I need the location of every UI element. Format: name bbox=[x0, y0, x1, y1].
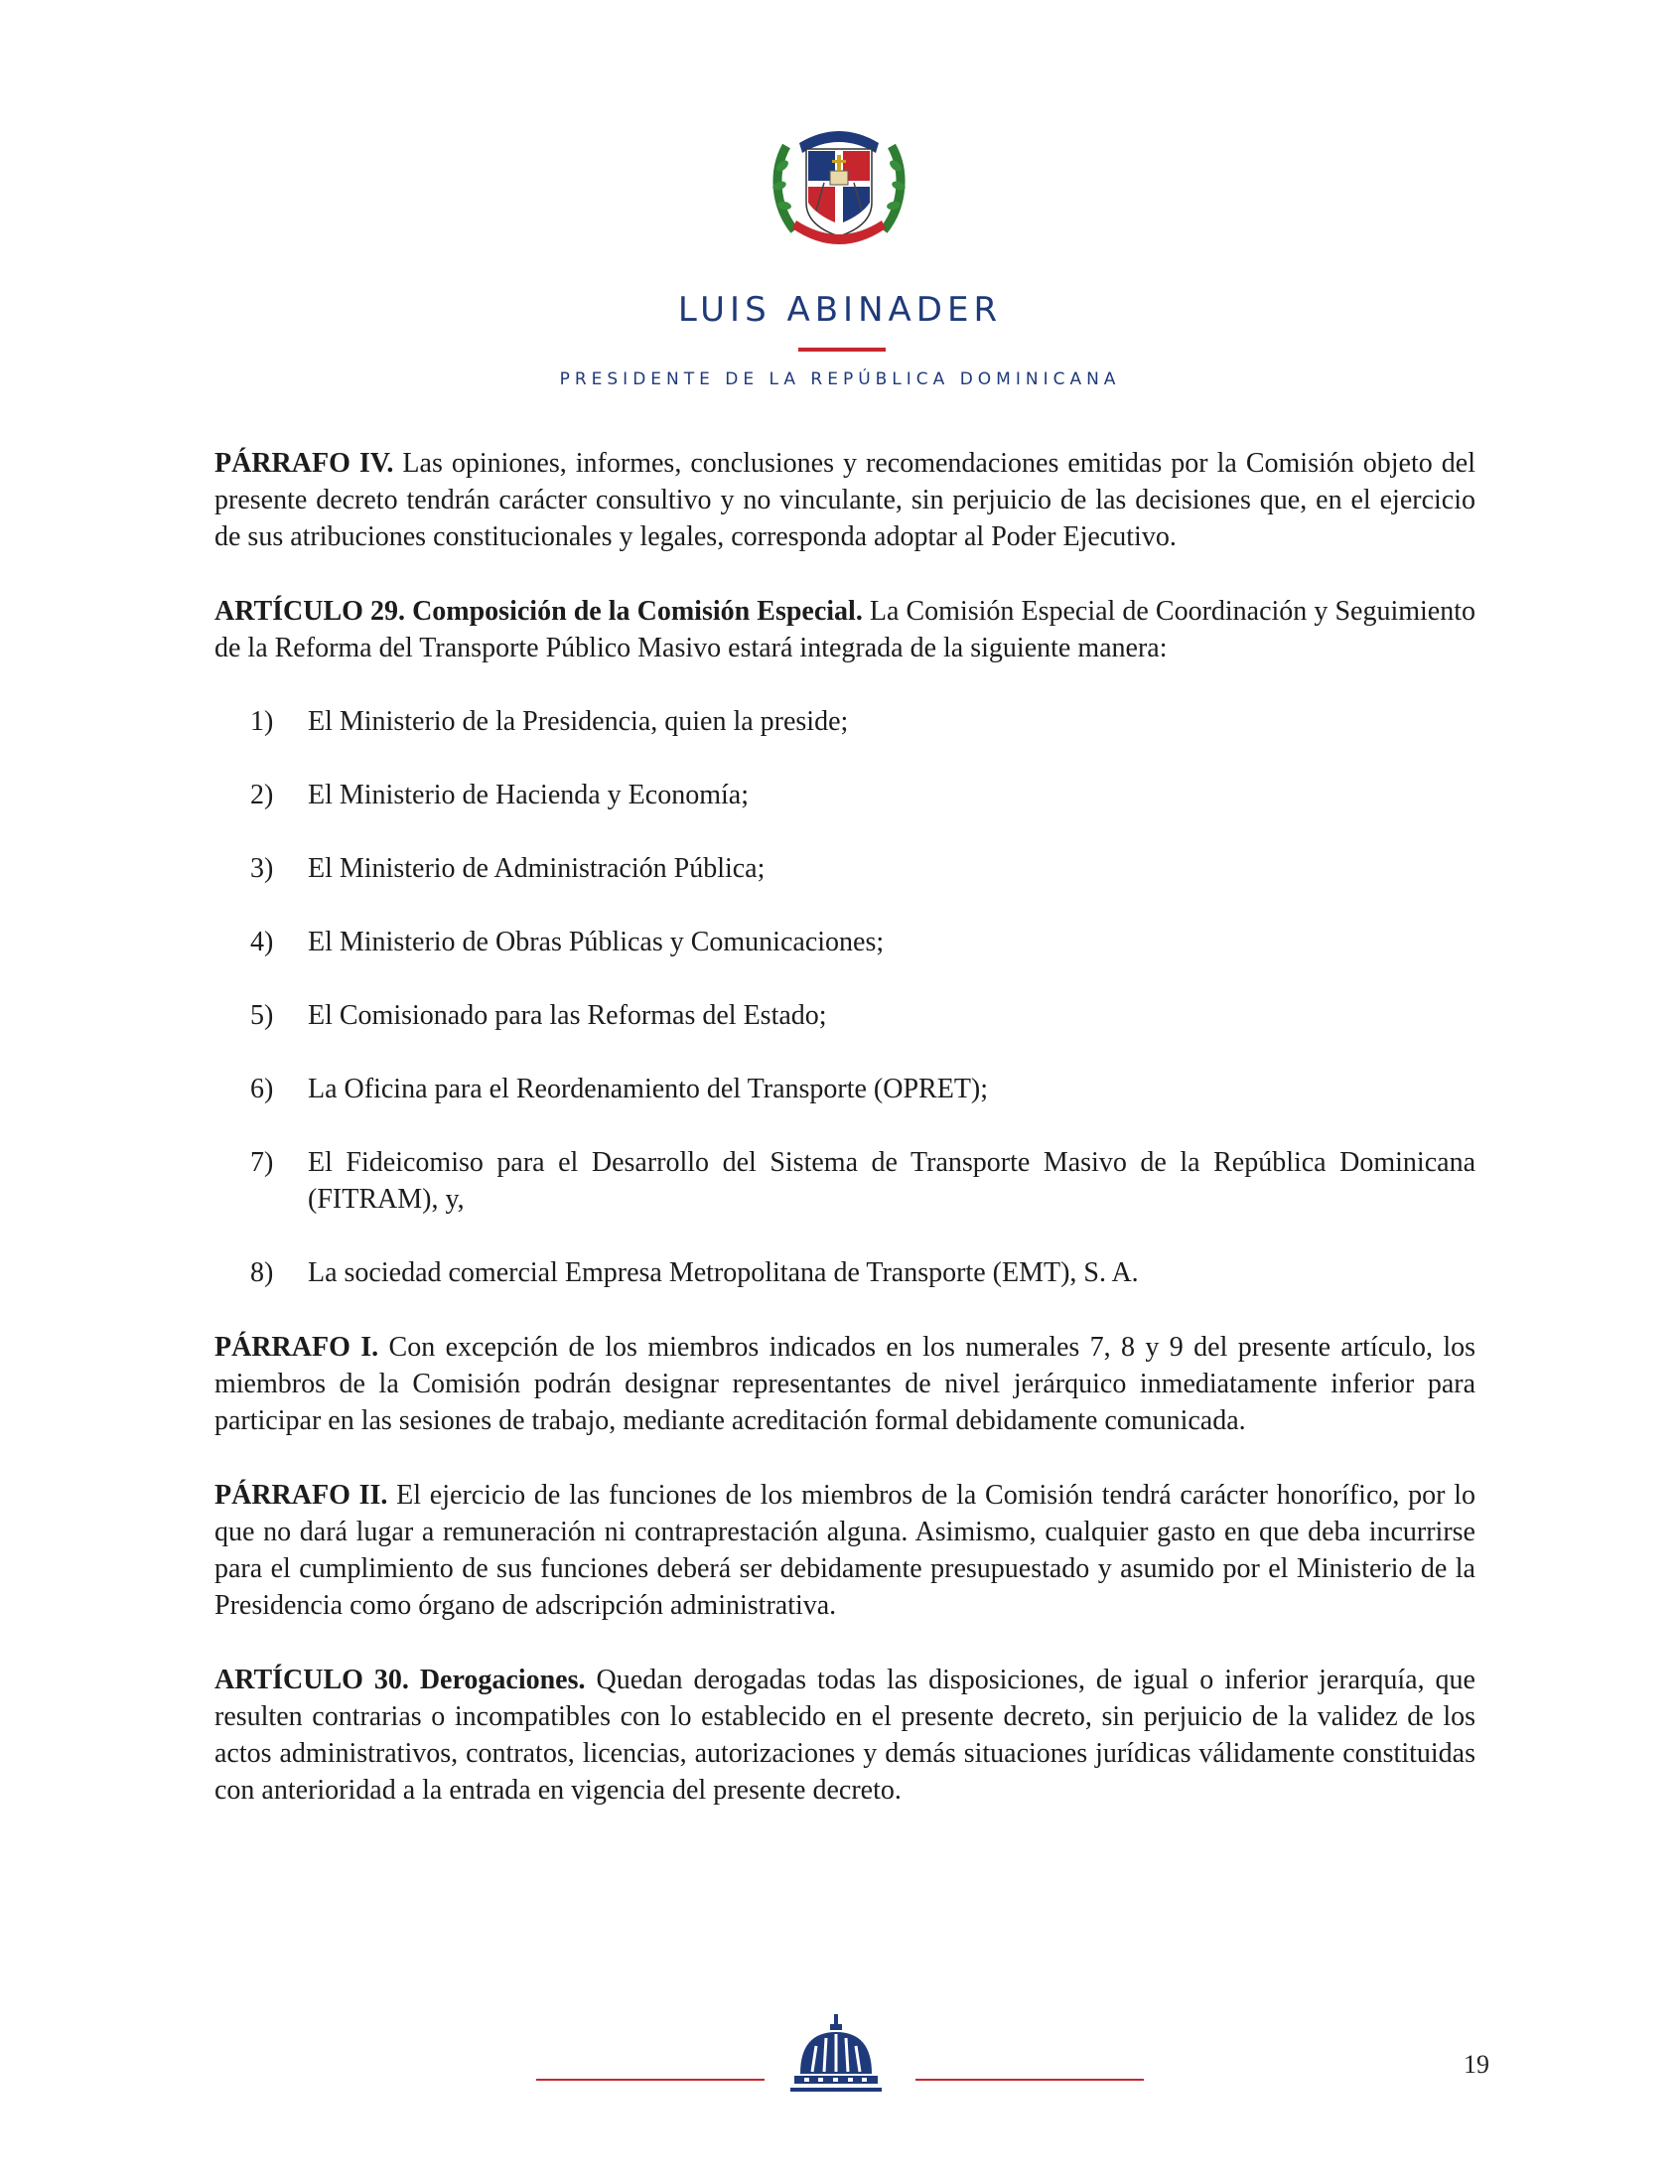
list-item-text: El Fideicomiso para el Desarrollo del Sistema de Transporte Masivo de la República Dominicana (FITRAM), y, bbox=[308, 1147, 1475, 1215]
list-item bbox=[214, 1144, 1475, 1218]
palacio-dome-icon bbox=[790, 2014, 882, 2096]
article-29-text: La Comisión Especial de Coordinación y Seguimiento de la Reforma del Transporte Público Masivo estará integrada de la siguiente manera: bbox=[214, 596, 1475, 663]
president-name: LUIS ABINADER bbox=[677, 290, 1003, 330]
footer-rule-left bbox=[536, 2079, 765, 2081]
article-29-heading: ARTÍCULO 29. Composición de la Comisión Especial. bbox=[214, 596, 863, 627]
list-item bbox=[214, 924, 1475, 960]
list-item-number: 8) bbox=[250, 1257, 274, 1288]
paragraph-ii-text: El ejercicio de las funciones de los miembros de la Comisión tendrá carácter honorífico, por lo que no dará lugar a remuneración ni contraprestación alguna. Asimismo, cualquier gasto en que deba incurrirse para el cumplimiento de sus funciones deberá ser debidamente presupuestado y asumido por el Ministerio de la Presidencia como órgano de adscripción administrativa. bbox=[214, 1480, 1475, 1621]
list-item-number: 7) bbox=[250, 1147, 274, 1178]
list-item bbox=[214, 1254, 1475, 1291]
list-item-text: El Ministerio de la Presidencia, quien la preside; bbox=[308, 706, 849, 737]
paragraph-iv-heading: PÁRRAFO IV. bbox=[214, 448, 394, 479]
list-item-text: La Oficina para el Reordenamiento del Transporte (OPRET); bbox=[308, 1074, 989, 1104]
list-item-number: 2) bbox=[250, 780, 274, 810]
list-item bbox=[214, 997, 1475, 1034]
list-item-number: 4) bbox=[250, 927, 274, 957]
list-item-number: 5) bbox=[250, 1000, 274, 1031]
paragraph-iv-text: Las opiniones, informes, conclusiones y recomendaciones emitidas por la Comisión objeto del presente decreto tendrán carácter consultivo y no vinculante, sin perjuicio de las decisiones que, en el ejercicio de sus atribuciones constitucionales y legales, corresponda adoptar al Poder Ejecutivo. bbox=[214, 448, 1475, 552]
paragraph-i-text: Con excepción de los miembros indicados en los numerales 7, 8 y 9 del presente artículo, los miembros de la Comisión podrán designar representantes de nivel jerárquico inmediatamente inferior para participar en las sesiones de trabajo, mediante acreditación formal debidamente comunicada. bbox=[214, 1332, 1476, 1436]
paragraph-ii-heading: PÁRRAFO II. bbox=[214, 1480, 388, 1511]
paragraph-i bbox=[214, 1329, 1475, 1439]
list-item-text: La sociedad comercial Empresa Metropolitana de Transporte (EMT), S. A. bbox=[308, 1257, 1139, 1288]
paragraph-i-heading: PÁRRAFO I. bbox=[214, 1332, 379, 1363]
president-title: PRESIDENTE DE LA REPÚBLICA DOMINICANA bbox=[559, 369, 1121, 389]
list-item-text: El Ministerio de Hacienda y Economía; bbox=[308, 780, 749, 810]
list-item-text: El Ministerio de Administración Pública; bbox=[308, 853, 766, 884]
list-item bbox=[214, 703, 1475, 740]
article-30-heading: ARTÍCULO 30. Derogaciones. bbox=[214, 1665, 586, 1695]
paragraph-iv bbox=[214, 445, 1475, 555]
paragraph-ii bbox=[214, 1477, 1475, 1624]
document-body bbox=[214, 445, 1475, 1809]
name-divider bbox=[798, 348, 886, 352]
coat-of-arms-icon bbox=[765, 111, 913, 260]
list-item-number: 3) bbox=[250, 853, 274, 884]
list-item-number: 1) bbox=[250, 706, 274, 737]
list-item-text: El Ministerio de Obras Públicas y Comunicaciones; bbox=[308, 927, 885, 957]
list-item bbox=[214, 777, 1475, 813]
article-30-text: Quedan derogadas todas las disposiciones, de igual o inferior jerarquía, que resulten contrarias o incompatibles con lo establecido en el presente decreto, sin perjuicio de la validez de los actos administrativos, contratos, licencias, autorizaciones y demás situaciones jurídicas válidamente constituidas con anterioridad a la entrada en vigencia del presente decreto. bbox=[214, 1665, 1475, 1806]
article-29 bbox=[214, 593, 1475, 666]
commission-members-list bbox=[214, 703, 1475, 1291]
list-item bbox=[214, 850, 1475, 887]
list-item-text: El Comisionado para las Reformas del Estado; bbox=[308, 1000, 827, 1031]
footer-rule-right bbox=[915, 2079, 1144, 2081]
list-item-number: 6) bbox=[250, 1074, 274, 1104]
article-30 bbox=[214, 1662, 1475, 1809]
page-number: 19 bbox=[1464, 2050, 1489, 2079]
list-item bbox=[214, 1071, 1475, 1107]
